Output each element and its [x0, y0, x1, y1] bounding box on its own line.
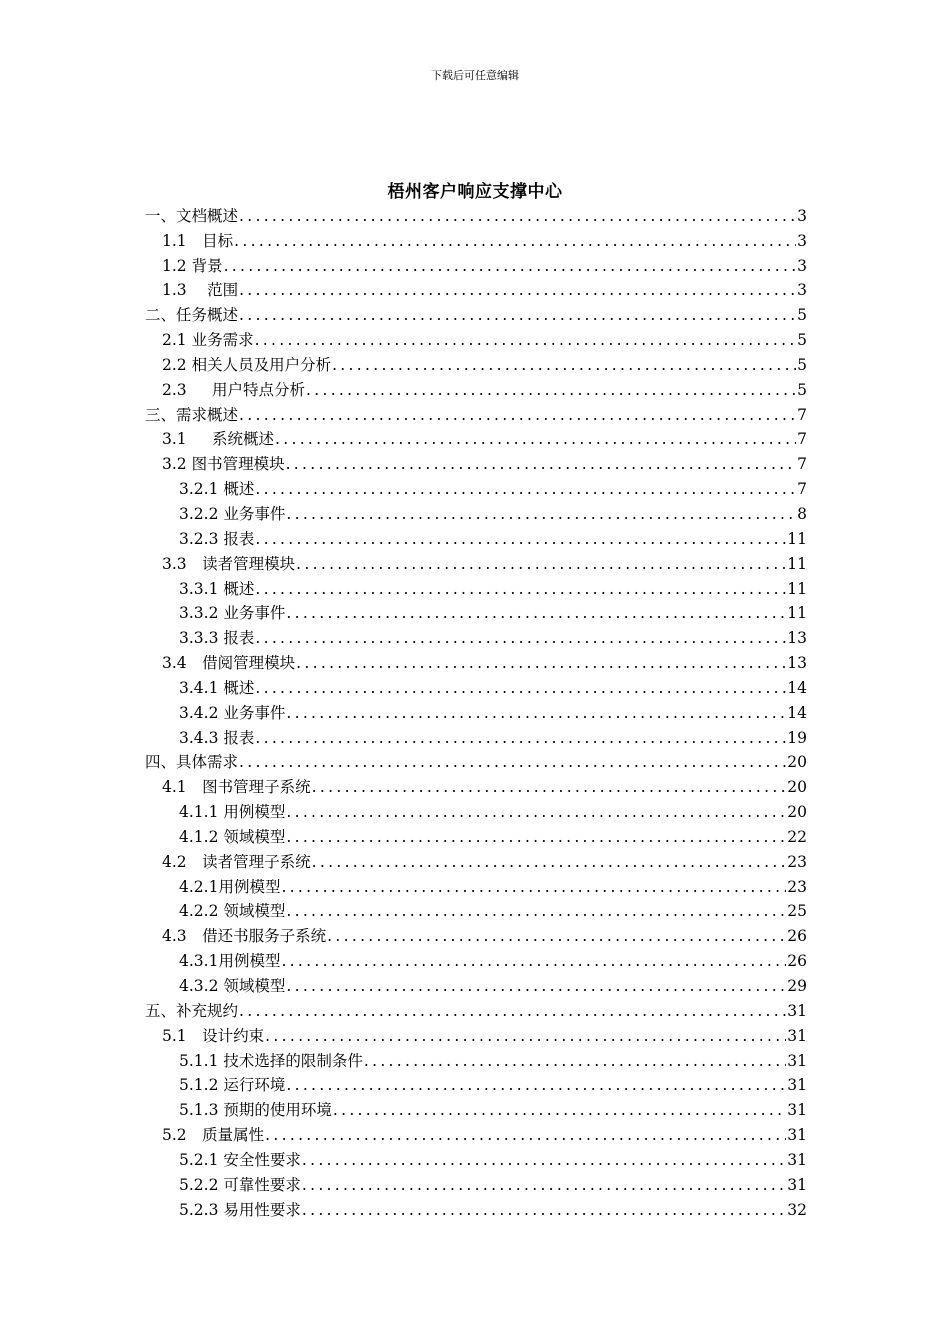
toc-entry-page-number: 7 — [797, 405, 807, 424]
toc-entry-page-number: 7 — [797, 430, 807, 449]
toc-entry-page-number: 20 — [787, 803, 807, 822]
toc-entry-page-number: 31 — [787, 1001, 807, 1020]
toc-entry-page-number: 31 — [787, 1101, 807, 1120]
toc-entry[interactable] — [145, 847, 807, 872]
toc-entry-title: 3.4.1 概述 — [179, 678, 255, 697]
toc-entry[interactable] — [145, 822, 807, 847]
toc-dot-leader — [312, 777, 787, 797]
toc-dot-leader — [265, 1026, 786, 1046]
toc-dot-leader — [255, 628, 786, 648]
toc-entry[interactable] — [145, 549, 807, 574]
toc-entry[interactable] — [145, 1046, 807, 1071]
toc-entry-page-number: 13 — [787, 629, 807, 648]
toc-dot-leader — [275, 429, 796, 449]
toc-dot-leader — [286, 802, 786, 822]
toc-dot-leader — [306, 380, 796, 400]
table-of-contents — [145, 201, 807, 1220]
toc-dot-leader — [239, 305, 796, 325]
toc-entry-title: 2.2 相关人员及用户分析 — [162, 355, 332, 374]
toc-dot-leader — [255, 529, 786, 549]
toc-entry-title: 二、任务概述 — [145, 306, 239, 325]
toc-entry[interactable] — [145, 673, 807, 698]
toc-entry-page-number: 5 — [797, 380, 807, 399]
toc-entry-page-number: 31 — [787, 1126, 807, 1145]
toc-dot-leader — [286, 603, 786, 623]
toc-entry-page-number: 26 — [787, 927, 807, 946]
toc-entry-page-number: 29 — [787, 977, 807, 995]
page-header: 下载后可任意编辑 — [431, 69, 519, 82]
toc-entry[interactable] — [145, 1195, 807, 1220]
toc-entry-page-number: 3 — [797, 206, 807, 225]
toc-entry[interactable] — [145, 350, 807, 375]
toc-entry-page-number: 13 — [787, 654, 807, 673]
toc-dot-leader — [286, 454, 797, 474]
toc-entry-title: 3.2.1 概述 — [179, 480, 255, 499]
toc-dot-leader — [255, 579, 786, 599]
toc-entry-title: 4.3 借还书服务子系统 — [162, 927, 327, 946]
toc-entry[interactable] — [145, 1145, 807, 1170]
toc-entry-title: 一、文档概述 — [145, 206, 239, 225]
toc-entry[interactable] — [145, 921, 807, 946]
toc-entry[interactable] — [145, 1170, 807, 1195]
toc-entry-page-number: 31 — [787, 1150, 807, 1169]
toc-entry[interactable] — [145, 276, 807, 301]
toc-entry-page-number: 31 — [787, 1175, 807, 1194]
toc-dot-leader — [296, 653, 786, 673]
toc-entry-title: 4.1.2 领域模型 — [179, 827, 286, 846]
toc-entry[interactable] — [145, 748, 807, 773]
toc-dot-leader — [327, 926, 786, 946]
toc-entry-title: 3.3 读者管理模块 — [162, 554, 296, 573]
toc-dot-leader — [239, 280, 796, 300]
toc-dot-leader — [265, 1125, 786, 1145]
toc-entry[interactable] — [145, 201, 807, 226]
toc-entry[interactable] — [145, 449, 807, 474]
toc-entry[interactable] — [145, 971, 807, 996]
toc-entry[interactable] — [145, 226, 807, 251]
toc-entry-title: 4.1.1 用例模型 — [179, 803, 286, 822]
toc-entry-title: 三、需求概述 — [145, 405, 239, 424]
toc-entry-page-number: 31 — [787, 1026, 807, 1045]
toc-entry-title: 4.2.1用例模型 — [179, 877, 281, 896]
toc-dot-leader — [302, 1150, 786, 1170]
toc-entry[interactable] — [145, 946, 807, 971]
toc-entry-title: 5.2.2 可靠性要求 — [179, 1175, 301, 1194]
toc-entry-title: 1.2 背景 — [162, 256, 223, 275]
toc-entry-page-number: 8 — [797, 504, 807, 523]
toc-entry-title: 5.1.1 技术选择的限制条件 — [179, 1051, 363, 1070]
toc-dot-leader — [239, 206, 796, 226]
toc-dot-leader — [286, 827, 786, 847]
toc-dot-leader — [364, 1051, 786, 1071]
toc-entry[interactable] — [145, 1021, 807, 1046]
toc-entry[interactable] — [145, 772, 807, 797]
toc-entry-page-number: 31 — [787, 1076, 807, 1095]
toc-entry-title: 五、补充规约 — [145, 1001, 239, 1020]
toc-entry[interactable] — [145, 300, 807, 325]
toc-dot-leader — [239, 405, 796, 425]
toc-entry-title: 5.2.1 安全性要求 — [179, 1150, 301, 1169]
toc-entry[interactable] — [145, 599, 807, 624]
toc-entry-title: 3.3.3 报表 — [179, 629, 255, 648]
toc-entry-title: 4.2 读者管理子系统 — [162, 852, 311, 871]
toc-entry-title: 3.3.2 业务事件 — [179, 604, 286, 623]
toc-dot-leader — [281, 877, 786, 897]
toc-entry-title: 1.1 目标 — [162, 231, 234, 250]
toc-entry-title: 5.1 设计约束 — [162, 1026, 265, 1045]
toc-entry-page-number: 7 — [797, 455, 807, 474]
toc-entry-page-number: 23 — [787, 852, 807, 871]
toc-dot-leader — [296, 554, 786, 574]
toc-entry-page-number: 31 — [787, 1051, 807, 1070]
toc-entry-title: 4.1 图书管理子系统 — [162, 778, 311, 797]
toc-entry[interactable] — [145, 897, 807, 922]
toc-entry[interactable] — [145, 996, 807, 1021]
toc-entry-page-number: 32 — [787, 1200, 807, 1219]
toc-dot-leader — [333, 1100, 786, 1120]
toc-entry-page-number: 14 — [787, 678, 807, 697]
toc-dot-leader — [281, 951, 786, 971]
toc-entry-page-number: 20 — [787, 753, 807, 772]
toc-entry[interactable] — [145, 425, 807, 450]
toc-entry-title: 4.3.1用例模型 — [179, 952, 281, 971]
toc-entry[interactable] — [145, 1071, 807, 1096]
toc-dot-leader — [332, 355, 796, 375]
toc-entry[interactable] — [145, 524, 807, 549]
toc-entry[interactable] — [145, 474, 807, 499]
toc-dot-leader — [224, 256, 797, 276]
toc-entry[interactable] — [145, 872, 807, 897]
toc-entry[interactable] — [145, 574, 807, 599]
toc-dot-leader — [286, 504, 796, 524]
toc-entry[interactable] — [145, 723, 807, 748]
toc-dot-leader — [234, 231, 796, 251]
toc-entry-title: 3.1 系统概述 — [162, 430, 275, 449]
toc-entry-title: 3.4.3 报表 — [179, 728, 255, 747]
toc-entry-title: 5.1.2 运行环境 — [179, 1076, 286, 1095]
toc-dot-leader — [312, 852, 787, 872]
toc-entry-title: 2.3 用户特点分析 — [162, 380, 306, 399]
toc-entry-title: 4.2.2 领域模型 — [179, 902, 286, 921]
toc-entry-page-number: 5 — [797, 331, 807, 350]
toc-entry-page-number: 5 — [797, 306, 807, 325]
toc-dot-leader — [286, 1075, 786, 1095]
toc-dot-leader — [239, 752, 786, 772]
toc-entry-page-number: 22 — [787, 827, 807, 846]
toc-entry-title: 2.1 业务需求 — [162, 331, 254, 350]
toc-entry-page-number: 11 — [787, 529, 807, 548]
toc-dot-leader — [255, 479, 796, 499]
toc-entry[interactable] — [145, 623, 807, 648]
toc-entry[interactable] — [145, 499, 807, 524]
toc-entry[interactable] — [145, 648, 807, 673]
toc-entry[interactable] — [145, 698, 807, 723]
toc-entry[interactable] — [145, 1095, 807, 1120]
toc-entry-title: 3.2.2 业务事件 — [179, 504, 286, 523]
toc-entry-title: 5.2.3 易用性要求 — [179, 1200, 301, 1219]
toc-entry-page-number: 25 — [787, 902, 807, 921]
toc-entry-title: 5.1.3 预期的使用环境 — [179, 1101, 332, 1120]
toc-dot-leader — [286, 703, 786, 723]
toc-dot-leader — [286, 901, 786, 921]
toc-entry-page-number: 23 — [787, 877, 807, 896]
toc-dot-leader — [286, 976, 786, 996]
toc-entry[interactable] — [145, 400, 807, 425]
toc-dot-leader — [302, 1200, 786, 1220]
toc-entry-page-number: 7 — [797, 480, 807, 499]
toc-dot-leader — [255, 330, 797, 350]
toc-entry-title: 3.4.2 业务事件 — [179, 703, 286, 722]
toc-entry[interactable] — [145, 797, 807, 822]
toc-entry-page-number: 5 — [797, 355, 807, 374]
toc-entry[interactable] — [145, 325, 807, 350]
toc-entry-title: 3.2 图书管理模块 — [162, 455, 285, 474]
toc-entry-page-number: 19 — [787, 728, 807, 747]
toc-entry[interactable] — [145, 1120, 807, 1145]
toc-entry-page-number: 3 — [797, 281, 807, 300]
toc-dot-leader — [255, 678, 786, 698]
toc-entry-title: 1.3 范围 — [162, 281, 239, 300]
toc-entry-title: 3.2.3 报表 — [179, 529, 255, 548]
toc-entry-page-number: 3 — [797, 256, 807, 275]
toc-entry-page-number: 20 — [787, 778, 807, 797]
toc-entry-page-number: 11 — [787, 579, 807, 598]
toc-dot-leader — [302, 1175, 786, 1195]
toc-dot-leader — [255, 728, 786, 748]
toc-entry-page-number: 26 — [787, 952, 807, 971]
toc-entry-title: 四、具体需求 — [145, 753, 239, 772]
document-title: 梧州客户响应支撑中心 — [387, 182, 563, 202]
toc-entry-page-number: 11 — [787, 604, 807, 623]
toc-entry-title: 5.2 质量属性 — [162, 1126, 265, 1145]
toc-entry-title: 3.3.1 概述 — [179, 579, 255, 598]
toc-entry[interactable] — [145, 375, 807, 400]
toc-entry-page-number: 11 — [787, 554, 807, 573]
toc-dot-leader — [239, 1001, 786, 1021]
toc-entry-title: 4.3.2 领域模型 — [179, 977, 286, 995]
toc-entry-page-number: 3 — [797, 231, 807, 250]
toc-entry-page-number: 14 — [787, 703, 807, 722]
toc-entry[interactable] — [145, 251, 807, 276]
toc-entry-title: 3.4 借阅管理模块 — [162, 654, 296, 673]
